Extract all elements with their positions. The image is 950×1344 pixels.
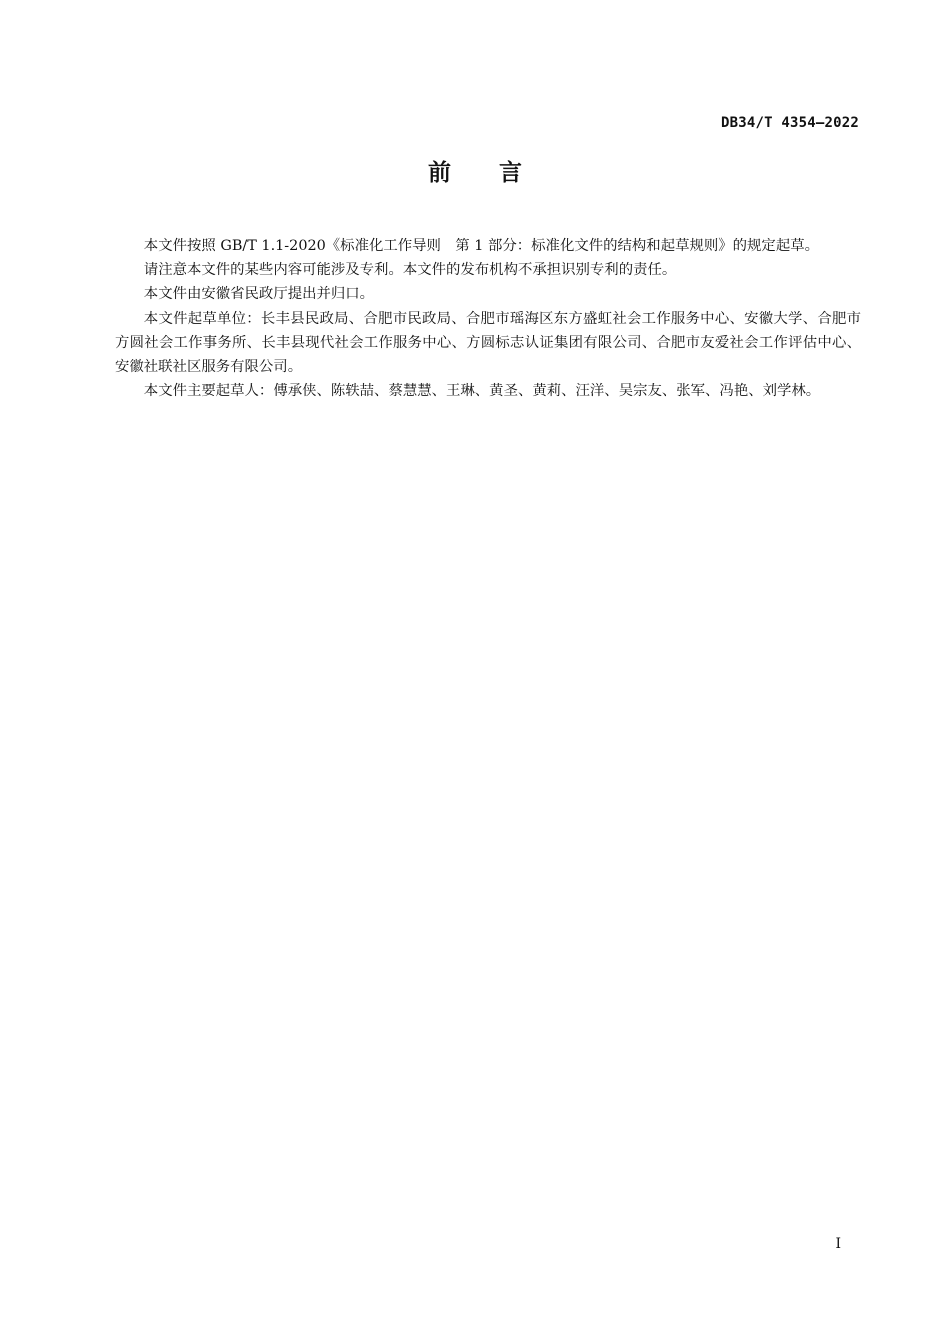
page-number: I	[835, 1236, 841, 1252]
paragraph-proposer: 本文件由安徽省民政厅提出并归口。	[143, 286, 375, 303]
document-code: DB34/T 4354—2022	[720, 115, 859, 131]
paragraph-drafting-units: 本文件起草单位：长丰县民政局、合肥市民政局、合肥市瑶海区东方盛虹社会工作服务中心、安徽大学、合肥市方圆社会工作事务所、长丰县现代社会工作服务中心、方圆标志认证集团有限公司、合肥市友爱社会工作评估中心、安徽社联社区服务有限公司。	[115, 310, 861, 376]
paragraph-patent-notice: 请注意本文件的某些内容可能涉及专利。本文件的发布机构不承担识别专利的责任。	[143, 262, 677, 279]
foreword-body	[115, 234, 861, 403]
paragraph-drafters: 本文件主要起草人：傅承侠、陈轶喆、蔡慧慧、王琳、黄圣、黄莉、汪洋、吴宗友、张军、冯艳、刘学林。	[143, 383, 821, 400]
title-char-1: 前	[427, 160, 451, 186]
page-title	[0, 154, 950, 187]
title-char-2: 言	[499, 160, 522, 186]
paragraph-drafting-rules: 本文件按照 GB/T 1.1-2020《标准化工作导则 第 1 部分：标准化文件的结构和起草规则》的规定起草。	[143, 238, 819, 254]
